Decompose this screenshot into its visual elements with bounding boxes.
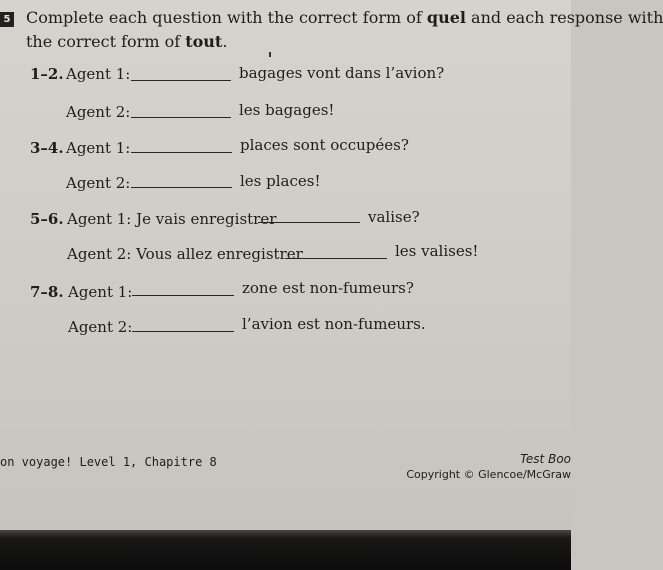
agent1-question: valise? [368, 208, 420, 226]
instruction-line-2 [26, 32, 227, 52]
agent2-label: Agent 2: [68, 318, 133, 336]
agent1-label: Agent 1: [68, 283, 133, 301]
desk-shadow [0, 530, 571, 570]
instruction-text: the correct form of [26, 32, 186, 51]
answer-blank-3[interactable] [131, 152, 232, 153]
instruction-text: Complete each question with the correct form of [26, 8, 427, 27]
answer-blank-8[interactable] [132, 331, 234, 332]
keyword-quel: quel [426, 8, 466, 27]
agent1-prompt: Agent 1: Je vais enregistrer [67, 210, 277, 228]
answer-blank-4[interactable] [131, 187, 232, 188]
answer-blank-2[interactable] [131, 117, 231, 118]
agent2-response: les bagages! [239, 101, 335, 119]
item-number: 1–2. [30, 65, 64, 83]
agent1-question: places sont occupées? [240, 136, 409, 154]
answer-blank-7[interactable] [132, 295, 234, 296]
exercise-number-badge: 5 [0, 12, 14, 27]
agent2-response: les places! [240, 172, 321, 190]
agent1-label: Agent 1: [66, 65, 131, 83]
footer-test-label: Test Boo [520, 452, 571, 466]
agent1-question: bagages vont dans l’avion? [239, 64, 445, 82]
footer-copyright: Copyright © Glencoe/McGraw [406, 468, 571, 481]
instruction-text: . [222, 32, 228, 51]
item-number: 7–8. [30, 283, 64, 301]
agent2-response: l’avion est non-fumeurs. [242, 315, 426, 333]
instruction-text: and each response with [465, 8, 663, 27]
instruction-line-1 [26, 8, 663, 28]
agent1-question: zone est non-fumeurs? [242, 279, 414, 297]
agent1-label: Agent 1: [66, 139, 131, 157]
agent2-label: Agent 2: [66, 174, 131, 192]
footer-book-title: on voyage! Level 1, Chapitre 8 [0, 455, 217, 469]
keyword-tout: tout [185, 32, 223, 51]
agent2-prompt: Agent 2: Vous allez enregistrer [67, 245, 303, 263]
item-number: 5–6. [30, 210, 64, 228]
item-number: 3–4. [30, 139, 64, 157]
agent2-response: les valises! [395, 242, 479, 260]
answer-blank-1[interactable] [131, 80, 231, 81]
agent2-label: Agent 2: [66, 103, 131, 121]
answer-blank-6[interactable] [285, 258, 387, 259]
answer-blank-5[interactable] [258, 222, 360, 223]
paper-speck [269, 52, 271, 57]
